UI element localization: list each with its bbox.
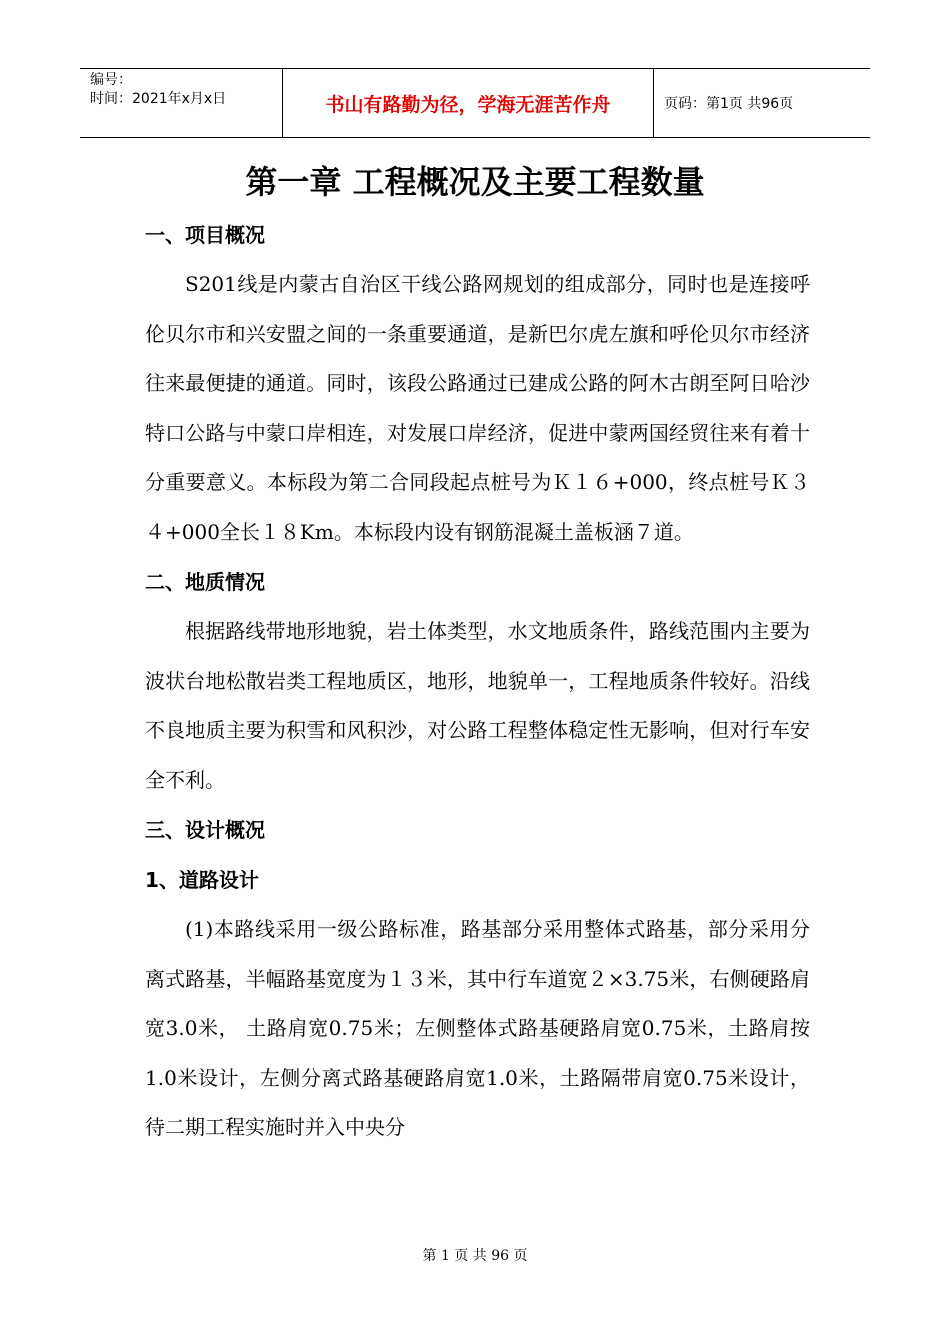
paragraph-geology: 根据路线带地形地貌，岩土体类型，水文地质条件，路线范围内主要为波状台地松散岩类工程地质区，地形，地貌单一，工程地质条件较好。沿线不良地质主要为积雪和风积沙，对公路工程整体稳定性无影响，但对行车安全不利。 [145, 619, 810, 792]
paragraph-road-design: (1)本路线采用一级公路标准，路基部分采用整体式路基，部分采用分离式路基，半幅路基宽度为１３米，其中行车道宽２×3.75米，右侧硬路肩宽3.0米， 土路肩宽0.75米；左侧整体式路基硬路肩宽0.75米，土路肩按1.0米设计，左侧分离式路基硬路肩宽1.0米，土路隔带肩宽0.75米设计，待二期工程实施时并入中央分 [145, 917, 810, 1139]
header-meta [80, 69, 282, 137]
subsection-heading-road-design: 1、道路设计 [145, 868, 259, 892]
page-header [80, 68, 870, 138]
page-footer: 第 1 页 共 96 页 [422, 1248, 528, 1264]
header-number-label: 编号： [90, 72, 132, 88]
document-body [145, 210, 810, 1153]
header-time-label: 时间：2021年x月x日 [90, 91, 227, 107]
paragraph-project-overview: S201线是内蒙古自治区干线公路网规划的组成部分，同时也是连接呼伦贝尔市和兴安盟之间的一条重要通道，是新巴尔虎左旗和呼伦贝尔市经济往来最便捷的通道。同时，该段公路通过已建成公路的阿木古朗至阿日哈沙特口公路与中蒙口岸相连，对发展口岸经济，促进中蒙两国经贸往来有着十分重要意义。本标段为第二合同段起点桩号为Ｋ１６+000，终点桩号Ｋ３４+000全长１８Km。本标段内设有钢筋混凝土盖板涵７道。 [145, 272, 810, 544]
section-heading-project-overview: 一、项目概况 [145, 223, 265, 247]
section-heading-design-overview: 三、设计概况 [145, 818, 265, 842]
chapter-title: 第一章 工程概况及主要工程数量 [245, 163, 705, 201]
header-motto: 书山有路勤为径，学海无涯苦作舟 [282, 69, 654, 137]
section-heading-geology: 二、地质情况 [145, 570, 265, 594]
header-page-info: 页码：第1页 共96页 [664, 96, 794, 112]
